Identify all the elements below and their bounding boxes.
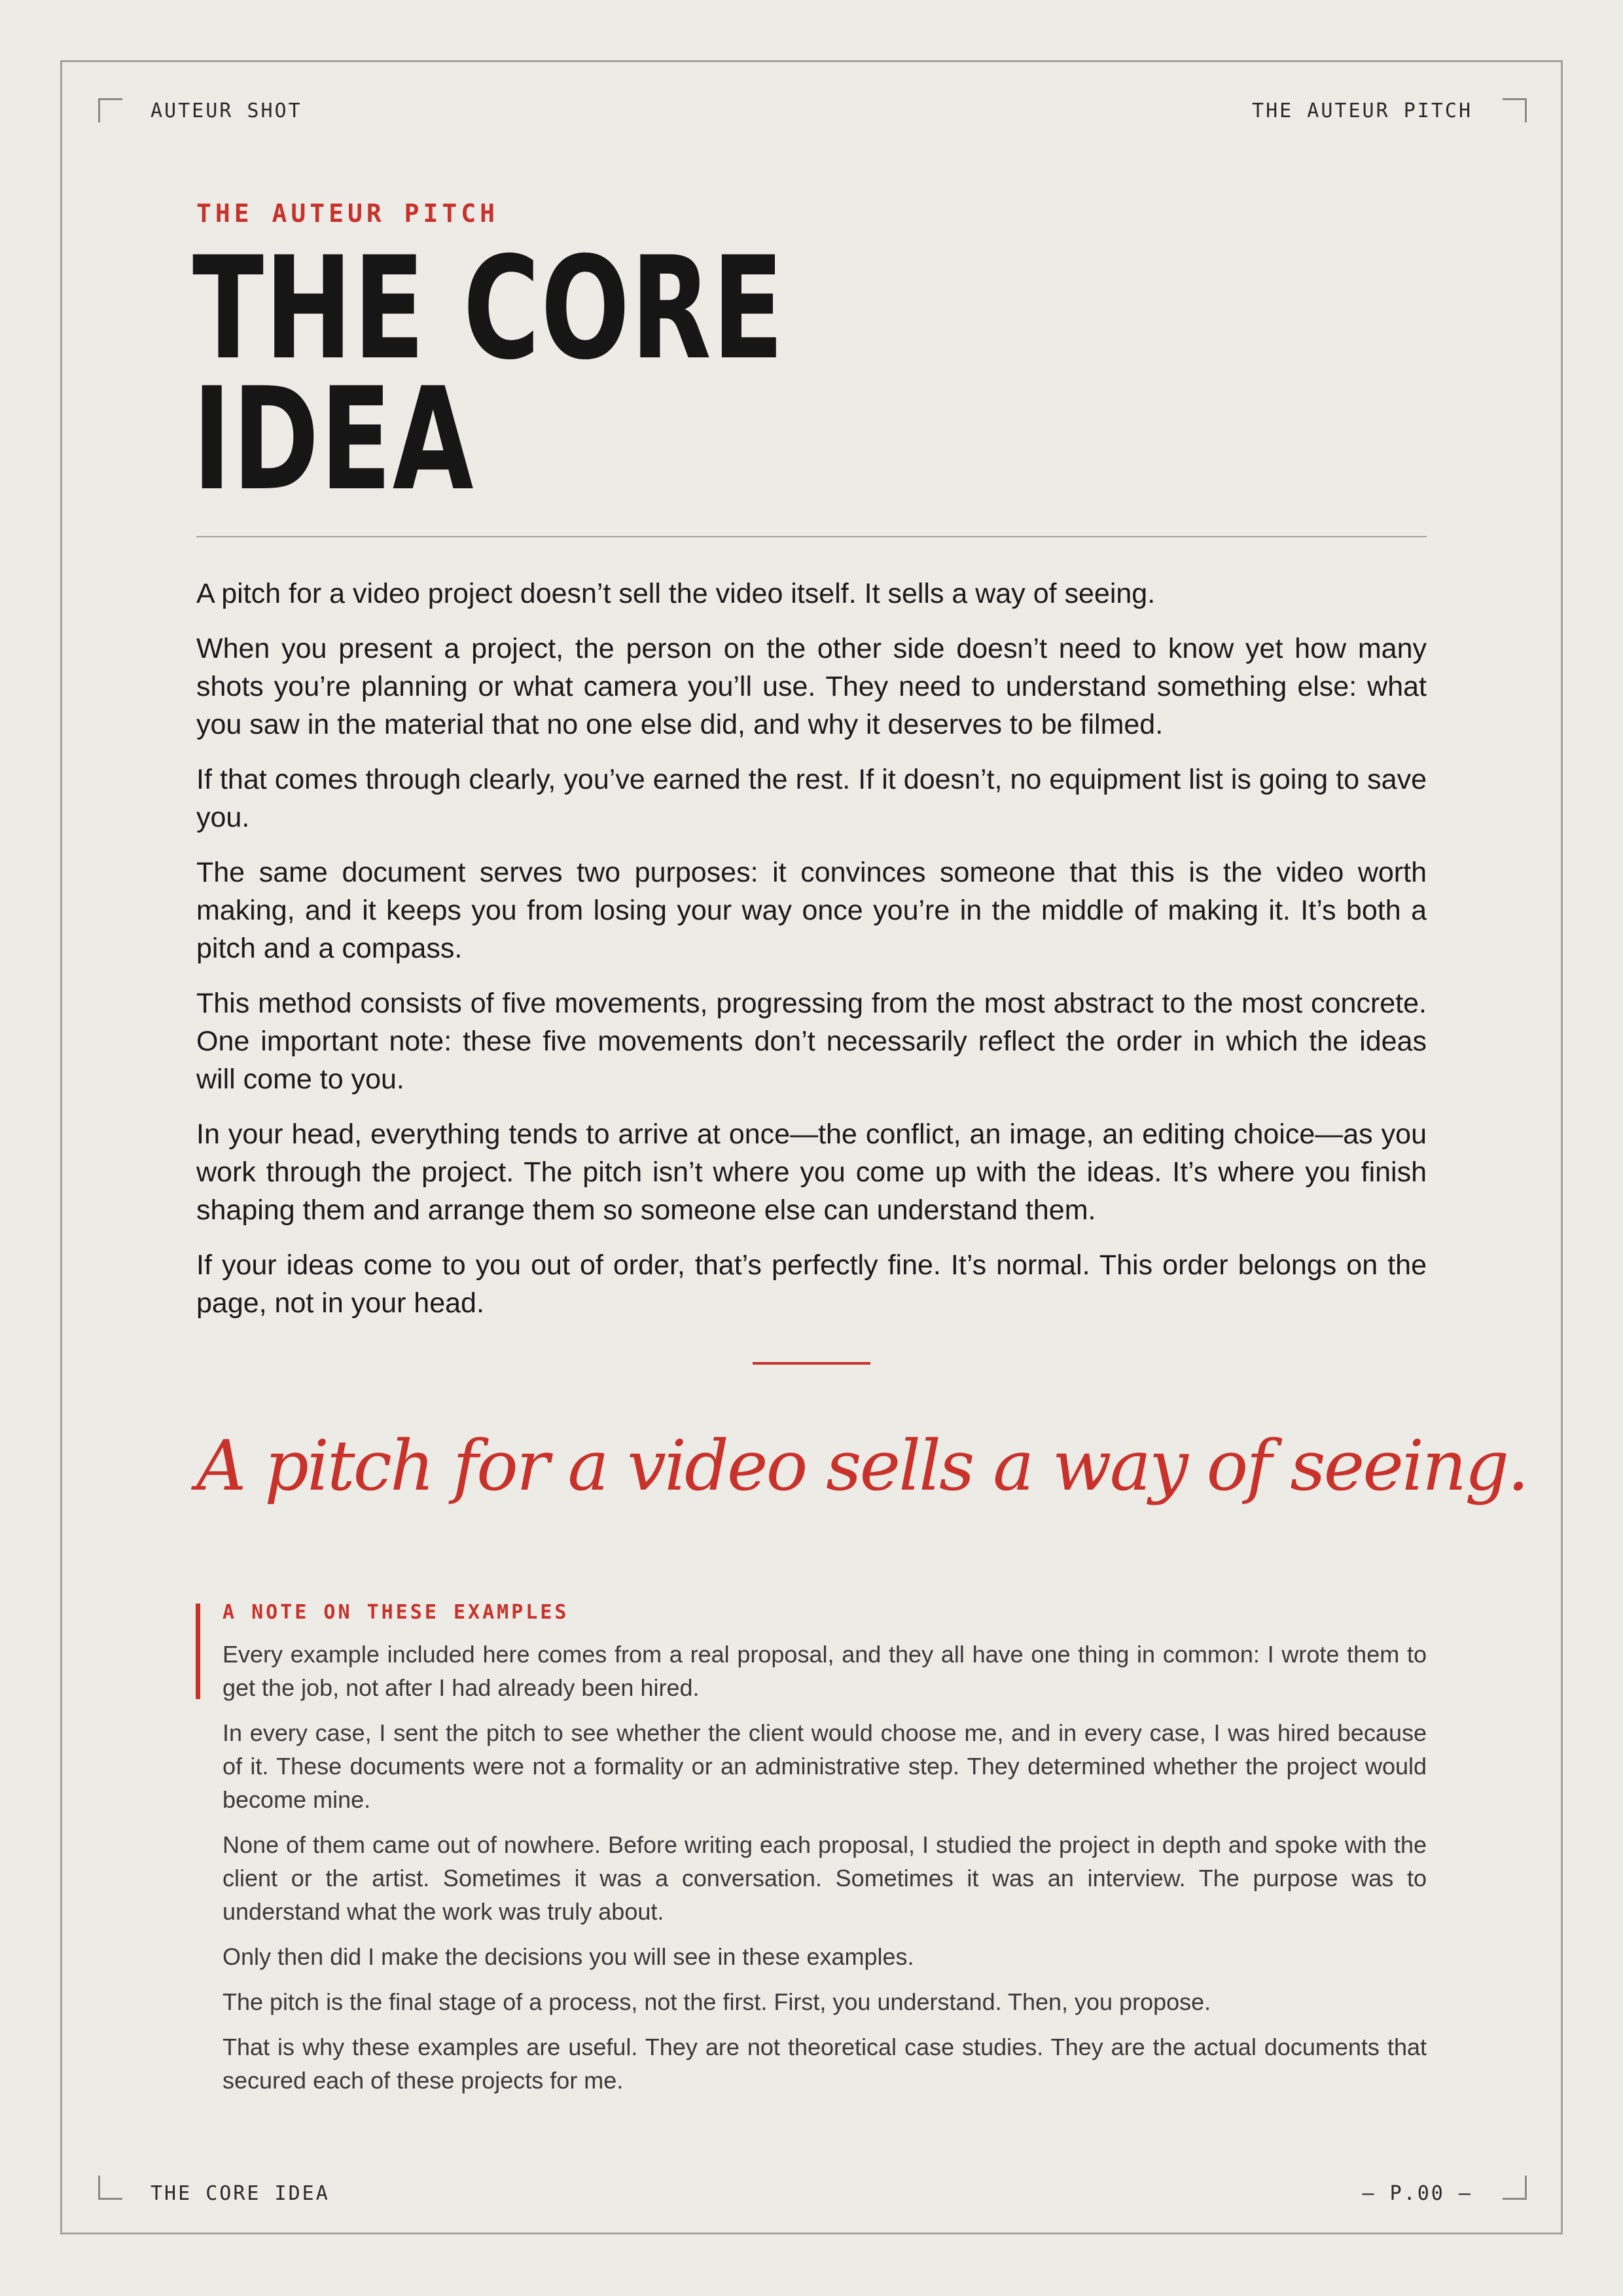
body-text — [196, 575, 1427, 1339]
crop-mark-top-left — [98, 98, 122, 122]
running-header-right: THE AUTEUR PITCH — [1252, 99, 1472, 122]
page-number: — P.00 — — [1362, 2182, 1472, 2205]
note-paragraph: Every example included here comes from a real proposal, and they all have one thing in common: I wrote them to get the job, not after I had already been hired. — [223, 1641, 1427, 1701]
body-paragraph: In your head, everything tends to arrive at once—the conflict, an image, an editing choice—as you work through the project. The pitch isn’t where you come up with the ideas. It’s where you finish shaping them and arrange them so someone else can understand them. — [196, 1119, 1427, 1226]
note-paragraph: Only then did I make the decisions you will see in these examples. — [223, 1943, 914, 1970]
body-paragraph: When you present a project, the person on the other side doesn’t need to know yet how many shots you’re planning or what camera you’ll use. They need to understand something else: what you saw in the material that no one else did, and why it deserves to be filmed. — [196, 633, 1427, 740]
body-paragraph: This method consists of five movements, progressing from the most abstract to the most concrete. One important note: these five movements don’t necessarily reflect the order in which the ideas will come to you. — [196, 988, 1427, 1095]
pull-quote: A pitch for a video sells a way of seeing. — [196, 1426, 1527, 1506]
crop-mark-top-right — [1503, 98, 1527, 122]
note-heading: A NOTE ON THESE EXAMPLES — [223, 1601, 569, 1624]
note-accent-bar — [196, 1604, 200, 1699]
note-paragraph: None of them came out of nowhere. Before writing each proposal, I studied the project in depth and spoke with the client or the artist. Sometimes it was a conversation. Sometimes it was an interview. The purpose was to understand what the work was truly about. — [223, 1831, 1427, 1925]
body-paragraph: If that comes through clearly, you’ve earned the rest. If it doesn’t, no equipment list is going to save you. — [196, 764, 1427, 833]
note-paragraph: That is why these examples are useful. They are not theoretical case studies. They are the actual documents that secured each of these projects for me. — [223, 2034, 1427, 2094]
note-body — [223, 1638, 1427, 2109]
crop-mark-bottom-left — [98, 2176, 122, 2200]
body-paragraph: The same document serves two purposes: it convinces someone that this is the video worth making, and it keeps you from losing your way once you’re in the middle of making it. It’s both a pitch and a compass. — [196, 857, 1427, 964]
running-header-left: AUTEUR SHOT — [151, 99, 302, 122]
page-title — [192, 226, 785, 522]
body-paragraph: A pitch for a video project doesn’t sell the video itself. It sells a way of seeing. — [196, 578, 1156, 609]
section-kicker: THE AUTEUR PITCH — [196, 199, 499, 228]
accent-divider — [753, 1362, 870, 1365]
note-paragraph: In every case, I sent the pitch to see whether the client would choose me, and in every case, I was hired because of it. These documents were not a formality or an administrative step. They determined whether the project would become mine. — [223, 1719, 1427, 1813]
title-line-1: THE CORE — [192, 226, 785, 391]
title-line-2: IDEA — [192, 357, 474, 522]
body-paragraph: If your ideas come to you out of order, that’s perfectly fine. It’s normal. This order belongs on the page, not in your head. — [196, 1249, 1427, 1319]
title-divider — [196, 536, 1427, 537]
crop-mark-bottom-right — [1503, 2176, 1527, 2200]
note-paragraph: The pitch is the final stage of a process, not the first. First, you understand. Then, you propose. — [223, 1988, 1211, 2015]
running-footer-left: THE CORE IDEA — [151, 2182, 330, 2205]
